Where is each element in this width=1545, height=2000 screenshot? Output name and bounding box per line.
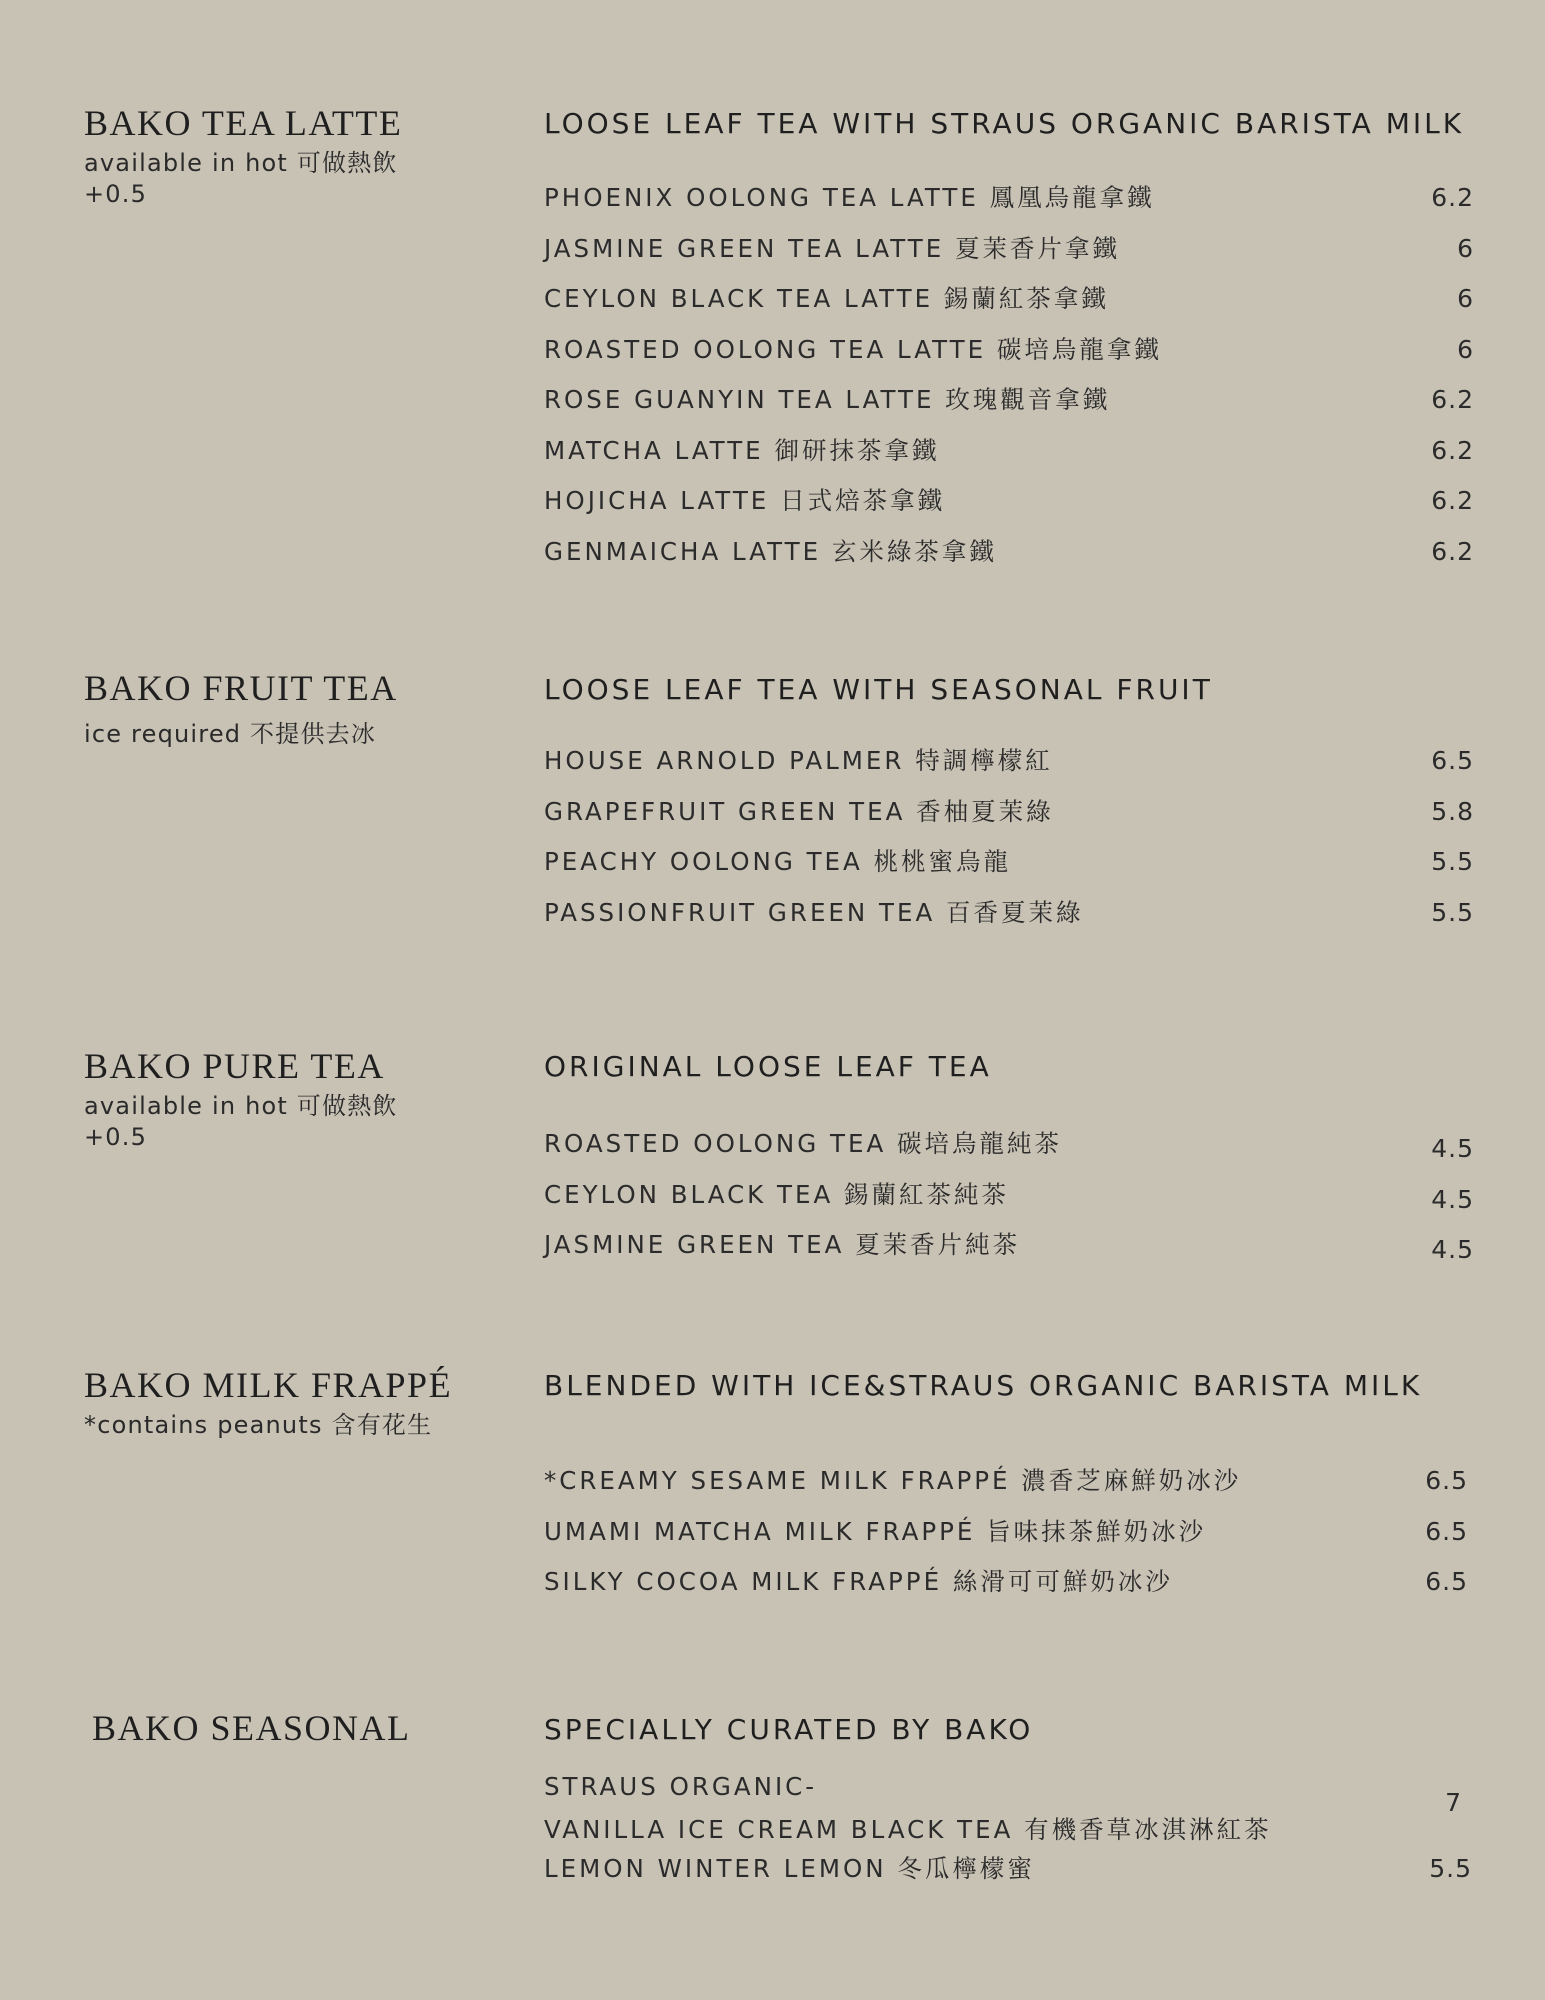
menu-item[interactable]	[544, 231, 1474, 282]
section-note: available in hot 可做熱飲 +0.5	[84, 149, 398, 208]
item-price: 6.5	[1431, 746, 1474, 775]
item-price: 6.2	[1431, 183, 1474, 212]
section-note: available in hot 可做熱飲 +0.5	[84, 1092, 398, 1151]
menu-item[interactable]	[544, 1765, 1474, 1851]
menu-item[interactable]	[544, 794, 1474, 845]
menu-item[interactable]	[544, 743, 1474, 794]
section-subtitle: LOOSE LEAF TEA WITH SEASONAL FRUIT	[544, 673, 1213, 706]
menu-item[interactable]	[544, 180, 1474, 231]
item-name: HOUSE ARNOLD PALMER 特調檸檬紅	[544, 746, 1053, 775]
item-price: 6.2	[1431, 486, 1474, 515]
item-name: CEYLON BLACK TEA 錫蘭紅茶純茶	[544, 1179, 1010, 1209]
item-price: 7	[1445, 1788, 1462, 1817]
item-price: 6.5	[1425, 1567, 1468, 1596]
item-name: ROSE GUANYIN TEA LATTE 玫瑰觀音拿鐵	[544, 385, 1111, 414]
menu-item[interactable]	[544, 332, 1474, 383]
menu-item[interactable]	[544, 844, 1474, 895]
item-name: JASMINE GREEN TEA 夏茉香片純茶	[544, 1230, 1021, 1259]
item-name: CEYLON BLACK TEA LATTE 錫蘭紅茶拿鐵	[544, 284, 1109, 313]
menu-item[interactable]	[544, 483, 1474, 534]
menu-item[interactable]	[544, 1126, 1474, 1177]
item-price: 6	[1457, 334, 1474, 364]
section-title: BAKO SEASONAL	[92, 1708, 411, 1748]
menu-item[interactable]	[544, 534, 1474, 585]
item-name: PHOENIX OOLONG TEA LATTE 鳳凰烏龍拿鐵	[544, 183, 1155, 212]
section-subtitle: ORIGINAL LOOSE LEAF TEA	[544, 1050, 992, 1083]
item-name: SILKY COCOA MILK FRAPPÉ 絲滑可可鮮奶冰沙	[544, 1567, 1173, 1596]
menu-item[interactable]	[544, 1463, 1474, 1514]
menu-item[interactable]	[544, 895, 1474, 946]
item-price: 4.5	[1431, 1235, 1474, 1264]
item-name	[544, 1765, 1272, 1851]
item-price: 4.5	[1431, 1134, 1474, 1163]
item-price: 6.5	[1425, 1466, 1468, 1495]
item-price: 6	[1457, 284, 1474, 313]
item-price: 5.8	[1431, 796, 1474, 826]
section-note: *contains peanuts 含有花生	[84, 1411, 433, 1439]
item-price: 6.5	[1425, 1516, 1468, 1546]
menu-item[interactable]	[544, 1514, 1474, 1565]
menu-item[interactable]	[544, 1177, 1474, 1228]
menu-item[interactable]	[544, 1564, 1474, 1615]
item-price: 6.2	[1431, 435, 1474, 465]
section-title: BAKO FRUIT TEA	[84, 668, 398, 708]
item-name-line-2: VANILLA ICE CREAM BLACK TEA 有機香草冰淇淋紅茶	[544, 1815, 1272, 1844]
item-name: PASSIONFRUIT GREEN TEA 百香夏茉綠	[544, 897, 1084, 927]
item-name: ROASTED OOLONG TEA 碳培烏龍純茶	[544, 1129, 1063, 1158]
menu-item[interactable]	[544, 433, 1474, 484]
section-note: ice required 不提供去冰	[84, 720, 377, 748]
item-name: JASMINE GREEN TEA LATTE 夏茉香片拿鐵	[544, 233, 1120, 263]
item-name: ROASTED OOLONG TEA LATTE 碳培烏龍拿鐵	[544, 334, 1162, 364]
item-name: GRAPEFRUIT GREEN TEA 香柚夏茉綠	[544, 796, 1054, 826]
item-name: PEACHY OOLONG TEA 桃桃蜜烏龍	[544, 847, 1012, 876]
item-price: 6.2	[1431, 385, 1474, 414]
item-name: LEMON WINTER LEMON 冬瓜檸檬蜜	[544, 1854, 1035, 1883]
item-price: 4.5	[1431, 1184, 1474, 1214]
item-name: MATCHA LATTE 御研抹茶拿鐵	[544, 435, 940, 465]
item-name-line-1: STRAUS ORGANIC-	[544, 1772, 818, 1801]
section-subtitle: SPECIALLY CURATED BY BAKO	[544, 1713, 1034, 1746]
item-price: 5.5	[1431, 847, 1474, 876]
item-name: GENMAICHA LATTE 玄米綠茶拿鐵	[544, 536, 997, 566]
section-title: BAKO PURE TEA	[84, 1046, 385, 1086]
section-title: BAKO MILK FRAPPÉ	[84, 1365, 453, 1405]
item-name: UMAMI MATCHA MILK FRAPPÉ 旨味抹茶鮮奶冰沙	[544, 1516, 1207, 1546]
section-subtitle: LOOSE LEAF TEA WITH STRAUS ORGANIC BARISTA MILK	[544, 107, 1465, 140]
item-price: 5.5	[1431, 897, 1474, 927]
item-name: HOJICHA LATTE 日式焙茶拿鐵	[544, 486, 946, 515]
item-name: *CREAMY SESAME MILK FRAPPÉ 濃香芝麻鮮奶冰沙	[544, 1466, 1242, 1495]
item-price: 5.5	[1429, 1854, 1472, 1883]
section-title: BAKO TEA LATTE	[84, 103, 403, 143]
menu-item[interactable]	[544, 1851, 1474, 1902]
item-price: 6	[1457, 233, 1474, 263]
menu-item[interactable]	[544, 281, 1474, 332]
section-subtitle: BLENDED WITH ICE&STRAUS ORGANIC BARISTA MILK	[544, 1369, 1423, 1402]
item-price: 6.2	[1431, 536, 1474, 566]
menu-item[interactable]	[544, 382, 1474, 433]
menu-item[interactable]	[544, 1227, 1474, 1278]
